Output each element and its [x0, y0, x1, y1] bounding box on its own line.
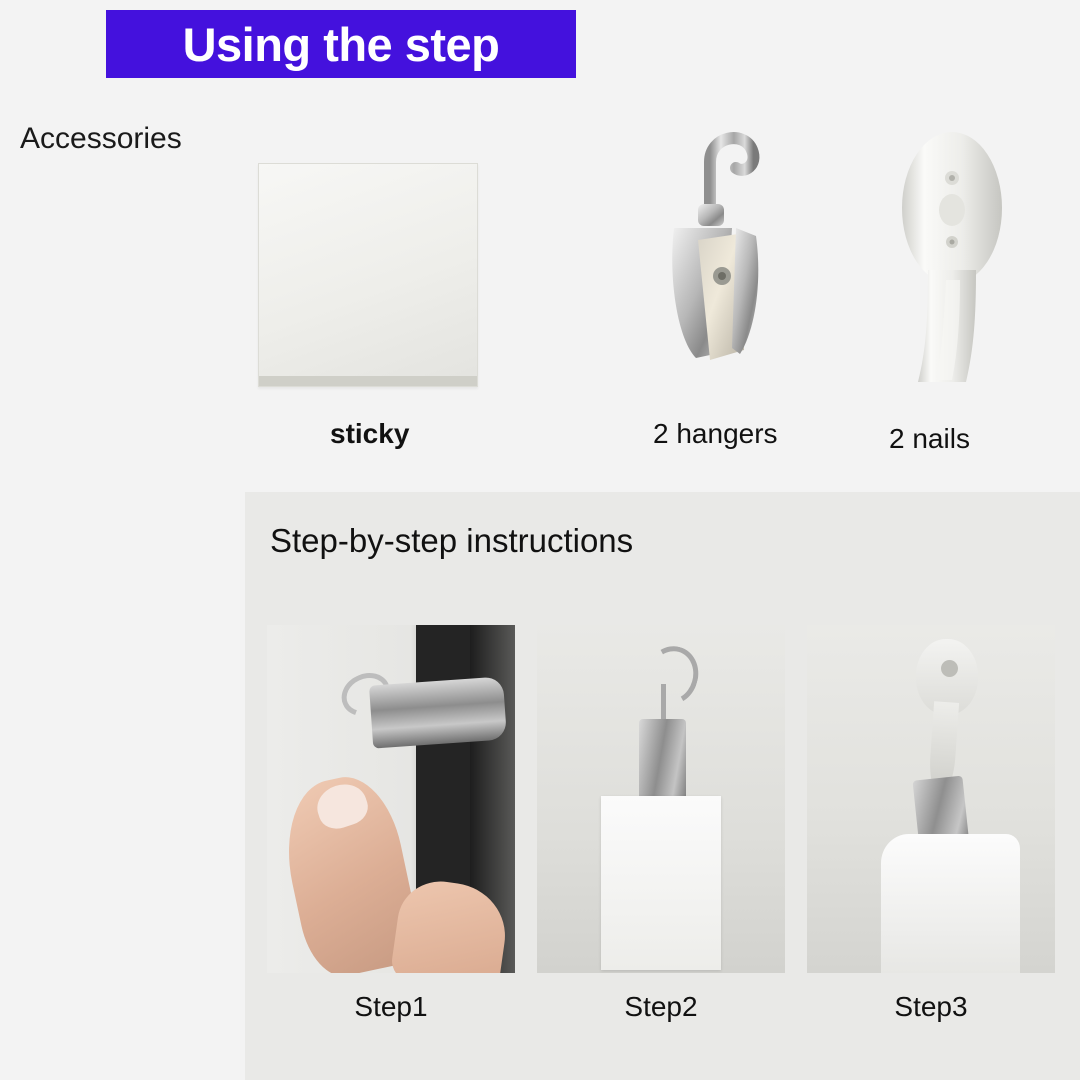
- accessory-label-nails: 2 nails: [889, 423, 970, 454]
- accessory-label-sticky: sticky: [330, 418, 410, 449]
- page-title: Using the step: [182, 17, 500, 71]
- adhesive-pad-icon: [258, 163, 478, 387]
- accessory-label-hangers: 2 hangers: [653, 418, 778, 449]
- step-item: [807, 625, 1055, 1023]
- mounted-hook-with-cloth-photo: [807, 625, 1055, 973]
- step-caption-2: Step2: [624, 991, 698, 1022]
- applying-sticky-pad-photo: [267, 625, 515, 973]
- steps-grid: [267, 625, 1057, 1023]
- hanging-clip-photo: [537, 625, 785, 973]
- accessories-section-label: Accessories: [20, 122, 182, 155]
- steps-heading: Step-by-step instructions: [270, 522, 634, 559]
- step-caption-1: Step1: [354, 991, 428, 1022]
- step-caption-3: Step3: [894, 991, 968, 1022]
- hanger-clip-icon: [640, 100, 810, 380]
- step-item: [537, 625, 785, 1023]
- page-title-banner: [106, 10, 576, 78]
- step-item: [267, 625, 515, 1023]
- steps-panel: [245, 492, 1080, 1080]
- nail-hook-icon: [880, 130, 1030, 390]
